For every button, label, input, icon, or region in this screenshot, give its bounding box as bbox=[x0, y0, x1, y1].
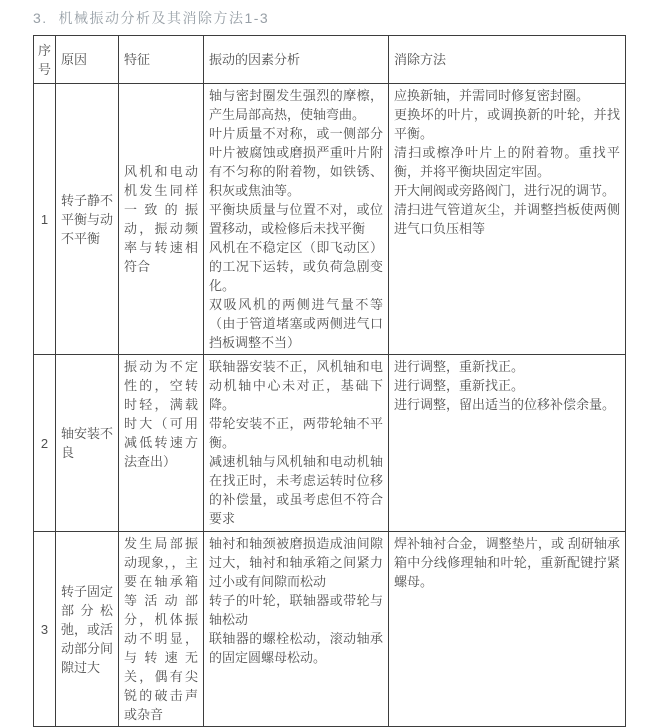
cause-cell: 轴安装不良 bbox=[56, 355, 119, 532]
column-header-index: 序号 bbox=[34, 36, 56, 84]
solution-cell bbox=[389, 355, 626, 532]
page-title: 3. 机械振动分析及其消除方法1-3 bbox=[33, 10, 270, 26]
column-header-solution: 消除方法 bbox=[389, 36, 626, 84]
solution-paragraph: 清扫进气管道灰尘，并调整挡板使两侧进气口负压相等 bbox=[394, 202, 620, 236]
solution-paragraph: 清扫或檫净叶片上的附着物。重找平衡，并将平衡块固定牢固。 bbox=[394, 145, 620, 179]
analysis-paragraph: 轴衬和轴颈被磨损造成油间隙过大，轴衬和轴承箱之间紧力过小或有间隙而松动 bbox=[209, 536, 383, 589]
column-header-feature: 特征 bbox=[119, 36, 204, 84]
solution-cell bbox=[389, 532, 626, 727]
analysis-cell bbox=[204, 355, 389, 532]
analysis-cell bbox=[204, 532, 389, 727]
analysis-paragraph: 轴与密封圈发生强烈的摩檫，产生局部高热，使轴弯曲。 bbox=[209, 88, 383, 122]
analysis-paragraph: 减速机轴与风机轴和电动机轴在找正时，未考虑运转时位移的补偿量，或虽考虑但不符合要求 bbox=[209, 454, 383, 526]
solution-paragraph: 应换新轴，并需同时修复密封圈。 bbox=[394, 88, 590, 103]
solution-paragraph: 更换坏的叶片，或调换新的叶轮，并找平衡。 bbox=[394, 107, 620, 141]
cause-cell: 转子静不平衡与动不平衡 bbox=[56, 84, 119, 355]
column-header-cause: 原因 bbox=[56, 36, 119, 84]
table-row bbox=[34, 84, 626, 355]
analysis-paragraph: 双吸风机的两侧进气量不等（由于管道堵塞或两侧进气口挡板调整不当） bbox=[209, 297, 383, 350]
row-index-cell: 2 bbox=[34, 355, 56, 532]
solution-paragraph: 进行调整，留出适当的位移补偿余量。 bbox=[394, 397, 616, 412]
row-index-cell: 3 bbox=[34, 532, 56, 727]
column-header-analysis: 振动的因素分析 bbox=[204, 36, 389, 84]
analysis-paragraph: 转子的叶轮，联轴器或带轮与轴松动 bbox=[209, 593, 383, 627]
analysis-paragraph: 联轴器安装不正，风机轴和电动机轴中心未对正，基础下降。 bbox=[209, 359, 383, 412]
cause-cell: 转子固定部分松弛，或活动部分间隙过大 bbox=[56, 532, 119, 727]
analysis-paragraph: 平衡块质量与位置不对，或位置移动，或检修后未找平衡 bbox=[209, 202, 383, 236]
solution-paragraph: 进行调整，重新找正。 bbox=[394, 359, 525, 374]
vibration-analysis-table bbox=[33, 35, 626, 727]
row-index-cell: 1 bbox=[34, 84, 56, 355]
analysis-cell bbox=[204, 84, 389, 355]
feature-cell: 振动为不定性的，空转时轻，满载时大（可用减低转速方法查出） bbox=[119, 355, 204, 532]
solution-cell bbox=[389, 84, 626, 355]
solution-paragraph: 进行调整，重新找正。 bbox=[394, 378, 525, 393]
analysis-paragraph: 叶片质量不对称，或一侧部分叶片被腐蚀或磨损严重叶片附有不匀称的附着物，如铁锈、积灰或焦油等。 bbox=[209, 126, 383, 198]
solution-paragraph: 开大闸阀或旁路阀门，进行况的调节。 bbox=[394, 183, 616, 198]
solution-paragraph: 焊补轴衬合金，调整垫片，或 刮研轴承箱中分线修理轴和叶轮，重新配键拧紧螺母。 bbox=[394, 536, 620, 589]
analysis-paragraph: 带轮安装不正，两带轮轴不平衡。 bbox=[209, 416, 383, 450]
feature-cell: 发生局部振动现象，，主要在轴承箱等活动部分，机体振动不明显，与转速无关，偶有尖锐的破击声或杂音 bbox=[119, 532, 204, 727]
feature-cell: 风机和电动机发生同样一致的振动，振动频率与转速相符合 bbox=[119, 84, 204, 355]
analysis-paragraph: 联轴器的螺栓松动，滚动轴承的固定圆螺母松动。 bbox=[209, 631, 383, 665]
table-row bbox=[34, 532, 626, 727]
table-row bbox=[34, 355, 626, 532]
analysis-paragraph: 风机在不稳定区（即飞动区）的工况下运转，或负荷急剧变化。 bbox=[209, 240, 383, 293]
table-header-row bbox=[34, 36, 626, 84]
